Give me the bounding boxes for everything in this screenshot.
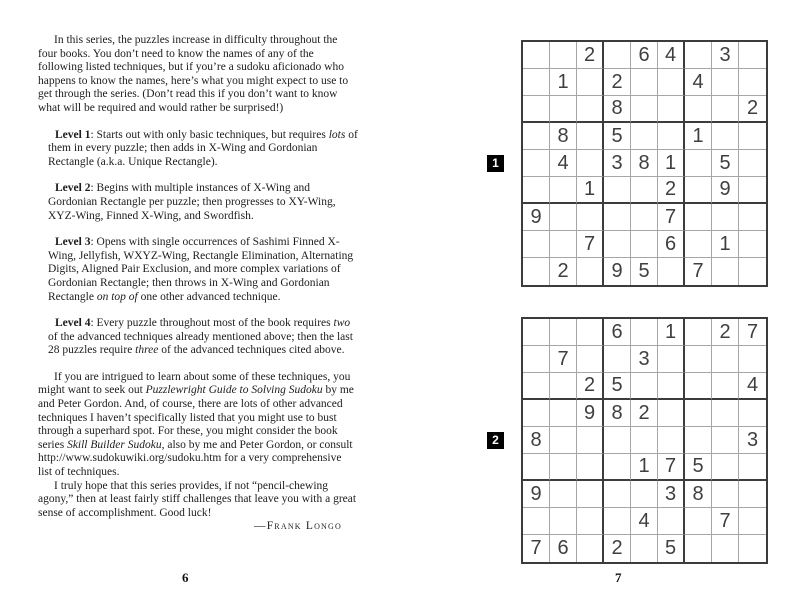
sudoku-cell-empty xyxy=(739,508,766,535)
closing-paragraph xyxy=(38,480,358,521)
sudoku-cell-given: 7 xyxy=(658,454,685,481)
sudoku-cell-empty xyxy=(739,231,766,258)
sudoku-cell-empty xyxy=(550,400,577,427)
sudoku-cell-empty xyxy=(577,346,604,373)
sudoku-cell-empty xyxy=(739,258,766,285)
sudoku-cell-given: 7 xyxy=(712,508,739,535)
sudoku-cell-given: 8 xyxy=(550,123,577,150)
sudoku-cell-empty xyxy=(712,373,739,400)
text-segment: on top of xyxy=(96,290,138,303)
sudoku-cell-given: 1 xyxy=(631,454,658,481)
sudoku-cell-empty xyxy=(685,319,712,346)
sudoku-cell-empty xyxy=(658,69,685,96)
sudoku-cell-empty xyxy=(550,454,577,481)
sudoku-cell-given: 8 xyxy=(604,96,631,123)
sudoku-cell-empty xyxy=(604,346,631,373)
sudoku-cell-empty xyxy=(739,481,766,508)
sudoku-cell-empty xyxy=(631,427,658,454)
sudoku-cell-empty xyxy=(550,42,577,69)
sudoku-cell-empty xyxy=(631,535,658,562)
sudoku-cell-given: 9 xyxy=(577,400,604,427)
sudoku-cell-empty xyxy=(739,346,766,373)
text-segment: If you are intrigued to learn about some of these techniques, you might want to seek out xyxy=(38,370,351,397)
sudoku-cell-given: 5 xyxy=(631,258,658,285)
sudoku-cell-given: 6 xyxy=(658,231,685,258)
sudoku-cell-empty xyxy=(712,481,739,508)
text-segment: by me and Peter Gordon. And, of course, there are lots of other advanced techniques I haven’t specifically listed that you might use to bust through a superhard spot. For these, you might consider the book series xyxy=(38,384,354,451)
sudoku-cell-given: 9 xyxy=(523,204,550,231)
sudoku-cell-empty xyxy=(712,204,739,231)
sudoku-cell-empty xyxy=(685,96,712,123)
sudoku-cell-given: 9 xyxy=(604,258,631,285)
sudoku-cell-empty xyxy=(739,454,766,481)
sudoku-cell-empty xyxy=(550,204,577,231)
text-segment: : Opens with single occurrences of Sashimi Finned X-Wing, Jellyfish, WXYZ-Wing, Rectangle Elimination, Alternating Digits, Aligned Pair Exclusion, and more complex variations of Gordonian Rectangle; then throws in X-Wing and Gordonian Rectangle xyxy=(48,236,354,303)
sudoku-cell-empty xyxy=(604,177,631,204)
sudoku-cell-empty xyxy=(685,177,712,204)
sudoku-cell-empty xyxy=(712,346,739,373)
sudoku-grid xyxy=(521,40,768,287)
sudoku-cell-given: 4 xyxy=(658,42,685,69)
sudoku-cell-empty xyxy=(739,177,766,204)
sudoku-cell-empty xyxy=(631,481,658,508)
sudoku-cell-empty xyxy=(658,373,685,400)
sudoku-cell-empty xyxy=(631,69,658,96)
sudoku-cell-empty xyxy=(631,123,658,150)
intro-paragraph xyxy=(38,34,358,116)
resources-paragraph xyxy=(38,371,358,480)
sudoku-cell-given: 2 xyxy=(550,258,577,285)
sudoku-cell-given: 8 xyxy=(604,400,631,427)
text-segment: lots xyxy=(328,128,346,141)
puzzle-number-badge: 2 xyxy=(487,432,504,449)
sudoku-cell-empty xyxy=(523,96,550,123)
sudoku-cell-given: 7 xyxy=(523,535,550,562)
sudoku-cell-empty xyxy=(685,204,712,231)
text-segment: : Starts out with only basic techniques, but requires xyxy=(90,128,329,141)
sudoku-cell-empty xyxy=(712,427,739,454)
sudoku-cell-given: 4 xyxy=(631,508,658,535)
text-segment: Puzzlewright Guide to Solving Sudoku xyxy=(145,384,323,397)
sudoku-cell-empty xyxy=(577,535,604,562)
sudoku-cell-empty xyxy=(523,42,550,69)
sudoku-cell-empty xyxy=(712,400,739,427)
sudoku-cell-given: 3 xyxy=(658,481,685,508)
sudoku-cell-empty xyxy=(577,150,604,177)
sudoku-cell-empty xyxy=(577,319,604,346)
sudoku-cell-empty xyxy=(658,400,685,427)
sudoku-cell-given: 1 xyxy=(577,177,604,204)
sudoku-cell-empty xyxy=(712,96,739,123)
sudoku-cell-given: 1 xyxy=(712,231,739,258)
text-segment: —Frank Longo xyxy=(254,520,342,533)
sudoku-cell-empty xyxy=(523,150,550,177)
sudoku-cell-given: 5 xyxy=(712,150,739,177)
sudoku-cell-given: 2 xyxy=(739,96,766,123)
sudoku-cell-given: 6 xyxy=(604,319,631,346)
sudoku-cell-given: 4 xyxy=(739,373,766,400)
sudoku-cell-empty xyxy=(658,258,685,285)
sudoku-cell-empty xyxy=(577,204,604,231)
text-segment: of them in every puzzle; then adds in X-Wing and Gordonian Rectangle (a.k.a. Unique Rectangle). xyxy=(48,128,358,168)
sudoku-cell-given: 5 xyxy=(685,454,712,481)
sudoku-cell-empty xyxy=(685,427,712,454)
sudoku-grid xyxy=(521,317,768,564)
sudoku-cell-given: 9 xyxy=(712,177,739,204)
text-segment: Skill Builder Sudoku xyxy=(67,438,162,451)
sudoku-cell-given: 7 xyxy=(577,231,604,258)
sudoku-cell-empty xyxy=(685,42,712,69)
sudoku-cell-empty xyxy=(685,535,712,562)
sudoku-cell-empty xyxy=(604,427,631,454)
sudoku-cell-empty xyxy=(523,177,550,204)
sudoku-cell-given: 8 xyxy=(523,427,550,454)
sudoku-puzzle-1 xyxy=(487,40,769,287)
text-segment: Level 3 xyxy=(55,236,91,249)
sudoku-cell-given: 2 xyxy=(577,373,604,400)
sudoku-cell-empty xyxy=(658,508,685,535)
sudoku-cell-empty xyxy=(523,258,550,285)
sudoku-cell-given: 6 xyxy=(631,42,658,69)
sudoku-cell-given: 7 xyxy=(739,319,766,346)
sudoku-cell-empty xyxy=(658,346,685,373)
sudoku-cell-given: 1 xyxy=(658,150,685,177)
text-segment: : Every puzzle throughout most of the book requires xyxy=(90,317,334,330)
sudoku-cell-given: 4 xyxy=(685,69,712,96)
sudoku-cell-empty xyxy=(550,481,577,508)
sudoku-cell-empty xyxy=(523,123,550,150)
sudoku-cell-empty xyxy=(739,150,766,177)
sudoku-cell-empty xyxy=(658,427,685,454)
sudoku-cell-empty xyxy=(523,508,550,535)
sudoku-cell-empty xyxy=(658,123,685,150)
sudoku-cell-given: 1 xyxy=(658,319,685,346)
sudoku-cell-empty xyxy=(712,258,739,285)
sudoku-cell-empty xyxy=(712,69,739,96)
level-2-paragraph xyxy=(48,182,358,223)
sudoku-cell-empty xyxy=(631,373,658,400)
sudoku-cell-empty xyxy=(685,373,712,400)
sudoku-cell-empty xyxy=(523,231,550,258)
page-number-left: 6 xyxy=(182,570,189,585)
sudoku-cell-given: 5 xyxy=(604,123,631,150)
sudoku-cell-empty xyxy=(523,346,550,373)
sudoku-cell-empty xyxy=(739,42,766,69)
sudoku-cell-empty xyxy=(631,96,658,123)
sudoku-cell-empty xyxy=(685,508,712,535)
sudoku-cell-given: 3 xyxy=(739,427,766,454)
sudoku-cell-given: 2 xyxy=(658,177,685,204)
sudoku-cell-given: 7 xyxy=(685,258,712,285)
sudoku-cell-empty xyxy=(712,535,739,562)
sudoku-cell-given: 3 xyxy=(604,150,631,177)
sudoku-cell-given: 5 xyxy=(604,373,631,400)
text-segment: of the advanced techniques already mentioned above; then the last 28 puzzles require xyxy=(48,330,353,357)
sudoku-cell-empty xyxy=(577,69,604,96)
sudoku-cell-empty xyxy=(604,204,631,231)
sudoku-cell-empty xyxy=(523,69,550,96)
text-segment: I truly hope that this series provides, if not “pencil-chewing agony,” then at least fairly stiff challenges that leave you with a great sense of accomplishment. Good luck! xyxy=(38,479,357,519)
level-4-paragraph xyxy=(48,317,358,358)
intro-text xyxy=(38,34,358,534)
sudoku-cell-empty xyxy=(550,319,577,346)
text-segment: , also by me and Peter Gordon, or consult http://www.sudokuwiki.org/sudoku.htm for a very comprehensive list of techniques. xyxy=(38,438,353,479)
sudoku-cell-empty xyxy=(739,204,766,231)
sudoku-cell-empty xyxy=(577,481,604,508)
sudoku-cell-empty xyxy=(577,258,604,285)
text-segment: Level 4 xyxy=(55,317,91,330)
sudoku-cell-given: 2 xyxy=(604,69,631,96)
sudoku-cell-empty xyxy=(550,427,577,454)
sudoku-cell-empty xyxy=(604,508,631,535)
sudoku-cell-empty xyxy=(550,177,577,204)
sudoku-cell-empty xyxy=(523,319,550,346)
sudoku-cell-given: 3 xyxy=(712,42,739,69)
sudoku-cell-empty xyxy=(577,123,604,150)
sudoku-cell-empty xyxy=(523,400,550,427)
sudoku-cell-empty xyxy=(604,231,631,258)
sudoku-cell-given: 5 xyxy=(658,535,685,562)
sudoku-cell-empty xyxy=(550,373,577,400)
sudoku-cell-given: 3 xyxy=(631,346,658,373)
sudoku-cell-given: 7 xyxy=(658,204,685,231)
text-segment: Level 2 xyxy=(55,182,91,195)
sudoku-cell-empty xyxy=(577,427,604,454)
sudoku-cell-empty xyxy=(550,96,577,123)
sudoku-cell-empty xyxy=(577,96,604,123)
level-1-paragraph xyxy=(48,129,358,170)
sudoku-cell-empty xyxy=(712,123,739,150)
signature xyxy=(38,520,358,534)
sudoku-cell-empty xyxy=(604,481,631,508)
sudoku-cell-given: 2 xyxy=(577,42,604,69)
text-segment: : Begins with multiple instances of X-Wing and Gordonian Rectangle per puzzle; then progresses to XY-Wing, XYZ-Wing, Finned X-Wing, and Swordfish. xyxy=(48,182,336,222)
sudoku-cell-given: 4 xyxy=(550,150,577,177)
sudoku-cell-given: 8 xyxy=(685,481,712,508)
sudoku-cell-given: 1 xyxy=(685,123,712,150)
sudoku-cell-empty xyxy=(685,400,712,427)
sudoku-cell-empty xyxy=(739,123,766,150)
text-segment: two xyxy=(333,317,351,330)
text-segment: In this series, the puzzles increase in difficulty throughout the four books. You don’t need to know the names of any of the following listed techniques, but if you’re a sudoku aficionado who happens to know the names, here’s what you might expect to use to get through the series. (Don’t read this if you don’t want to know what will be required and would rather be surprised!) xyxy=(38,34,349,114)
sudoku-cell-empty xyxy=(739,400,766,427)
sudoku-cell-empty xyxy=(604,454,631,481)
level-3-paragraph xyxy=(48,236,358,304)
sudoku-cell-given: 1 xyxy=(550,69,577,96)
page-number-right: 7 xyxy=(615,570,622,585)
text-segment: three xyxy=(135,344,159,357)
sudoku-cell-empty xyxy=(739,535,766,562)
sudoku-cell-empty xyxy=(685,150,712,177)
sudoku-cell-empty xyxy=(577,508,604,535)
text-segment: of the advanced techniques cited above. xyxy=(158,344,345,357)
sudoku-cell-given: 7 xyxy=(550,346,577,373)
sudoku-cell-empty xyxy=(523,373,550,400)
sudoku-cell-empty xyxy=(685,231,712,258)
sudoku-cell-given: 9 xyxy=(523,481,550,508)
sudoku-cell-empty xyxy=(577,454,604,481)
sudoku-cell-empty xyxy=(631,231,658,258)
sudoku-cell-empty xyxy=(604,42,631,69)
sudoku-cell-given: 6 xyxy=(550,535,577,562)
sudoku-cell-empty xyxy=(631,177,658,204)
sudoku-cell-given: 2 xyxy=(604,535,631,562)
text-segment: Level 1 xyxy=(55,128,91,141)
sudoku-cell-empty xyxy=(685,346,712,373)
sudoku-puzzle-2 xyxy=(487,317,769,564)
sudoku-cell-empty xyxy=(631,319,658,346)
sudoku-cell-empty xyxy=(739,69,766,96)
sudoku-cell-empty xyxy=(550,231,577,258)
sudoku-cell-empty xyxy=(550,508,577,535)
sudoku-cell-empty xyxy=(631,204,658,231)
sudoku-cell-given: 8 xyxy=(631,150,658,177)
sudoku-cell-empty xyxy=(658,96,685,123)
puzzle-number-badge: 1 xyxy=(487,155,504,172)
sudoku-cell-empty xyxy=(712,454,739,481)
sudoku-cell-given: 2 xyxy=(631,400,658,427)
text-segment: one other advanced technique. xyxy=(137,290,281,303)
sudoku-cell-given: 2 xyxy=(712,319,739,346)
sudoku-cell-empty xyxy=(523,454,550,481)
